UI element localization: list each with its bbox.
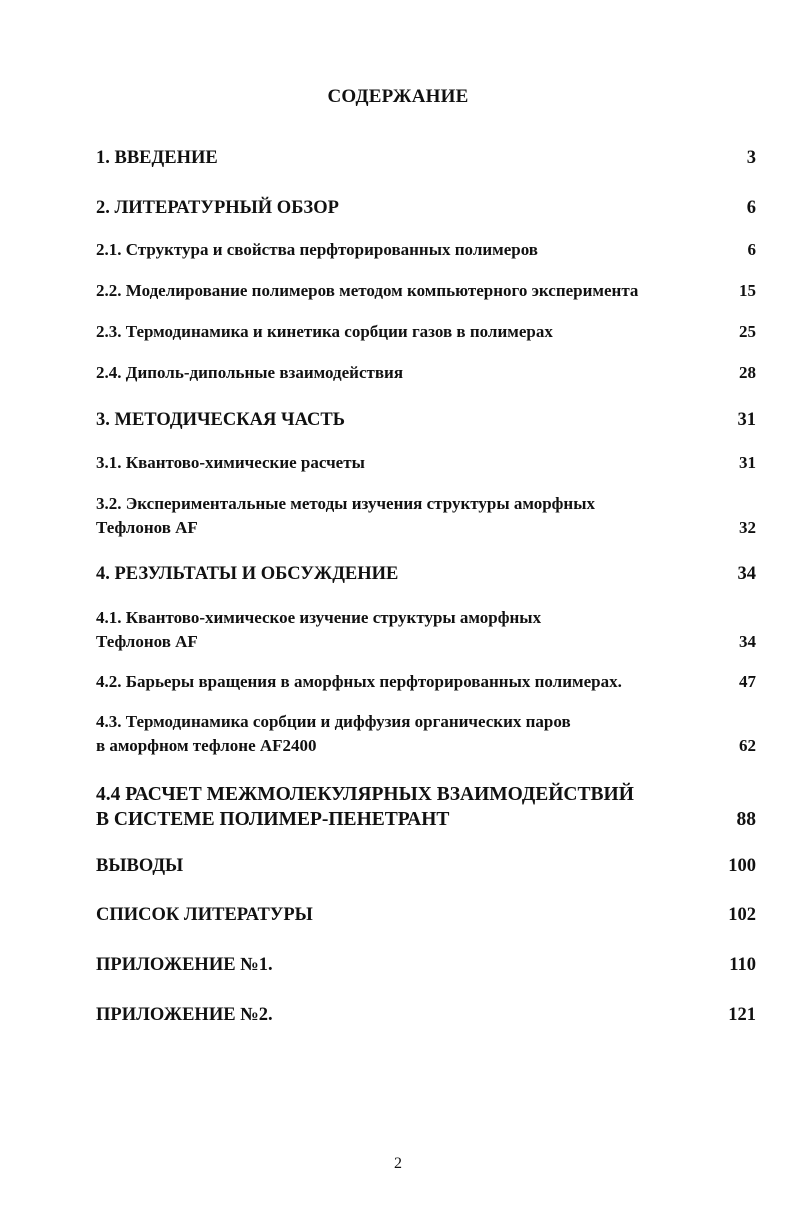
toc-entry-label: 2.1. Структура и свойства перфторированных полимеров [96, 240, 538, 259]
toc-entry-4-1[interactable] [96, 606, 756, 654]
toc-entry-label-line1: 4.3. Термодинамика сорбции и диффузия органических паров [96, 712, 571, 731]
toc-entry-2-3[interactable] [96, 320, 756, 344]
toc-entry-conclusions[interactable] [96, 856, 756, 877]
toc-entry-4-2[interactable] [96, 670, 756, 694]
toc-entry-label: 4. РЕЗУЛЬТАТЫ И ОБСУЖДЕНИЕ [96, 564, 399, 584]
toc-entry-label-block [96, 710, 571, 758]
toc-entry-page: 6 [747, 240, 756, 259]
toc-entry-4-3[interactable] [96, 710, 756, 758]
toc-entry-label: 3.1. Квантово-химические расчеты [96, 453, 365, 472]
toc-entry-results[interactable] [96, 564, 756, 585]
toc-entry-page: 121 [728, 1005, 756, 1025]
toc-entry-label: ВЫВОДЫ [96, 856, 184, 876]
toc-entry-3-1[interactable] [96, 451, 756, 475]
page-number: 2 [394, 1155, 402, 1172]
toc-entry-label: ПРИЛОЖЕНИЕ №2. [96, 1005, 273, 1025]
toc-entry-page: 110 [729, 955, 756, 975]
toc-entry-page: 100 [728, 856, 756, 876]
toc-entry-page: 31 [737, 410, 756, 430]
toc-entry-label: 2.2. Моделирование полимеров методом компьютерного эксперимента [96, 281, 639, 300]
toc-entry-label-block [96, 492, 595, 540]
toc-entry-label-block [96, 782, 634, 832]
toc-entry-references[interactable] [96, 905, 756, 926]
toc-entry-page: 25 [739, 322, 756, 341]
toc-entry-page: 6 [746, 198, 756, 218]
page-title: СОДЕРЖАНИЕ [327, 86, 469, 107]
toc-entry-page: 47 [739, 672, 756, 691]
toc-entry-label-line2: В СИСТЕМЕ ПОЛИМЕР-ПЕНЕТРАНТ [96, 809, 450, 830]
toc-entry-appendix-1[interactable] [96, 955, 756, 976]
toc-entry-page: 34 [737, 564, 756, 584]
toc-entry-literature-review[interactable] [96, 198, 756, 219]
toc-entry-page: 34 [739, 632, 756, 651]
toc-entry-2-4[interactable] [96, 361, 756, 385]
toc-entry-label: СПИСОК ЛИТЕРАТУРЫ [96, 905, 313, 925]
toc-entry-label: 2.3. Термодинамика и кинетика сорбции газов в полимерах [96, 322, 553, 341]
toc-entry-introduction[interactable] [96, 148, 756, 169]
toc-entry-label-line1: 4.1. Квантово-химическое изучение структуры аморфных [96, 608, 542, 627]
toc-entry-page: 28 [739, 363, 756, 382]
toc-entry-page: 15 [739, 281, 756, 300]
toc-entry-label: 1. ВВЕДЕНИЕ [96, 148, 218, 168]
toc-entry-label: 3. МЕТОДИЧЕСКАЯ ЧАСТЬ [96, 410, 345, 430]
toc-entry-label-line2: Тефлонов AF [96, 518, 198, 537]
toc-entry-page: 62 [739, 736, 756, 755]
toc-entry-label: 2. ЛИТЕРАТУРНЫЙ ОБЗОР [96, 198, 339, 218]
toc-entry-label-line1: 4.4 РАСЧЕТ МЕЖМОЛЕКУЛЯРНЫХ ВЗАИМОДЕЙСТВИЙ [96, 784, 634, 805]
toc-entry-methods[interactable] [96, 410, 756, 431]
toc-entry-3-2[interactable] [96, 492, 756, 540]
toc-entry-4-4[interactable] [96, 782, 756, 832]
toc-entry-page: 32 [739, 518, 756, 537]
toc-entry-2-1[interactable] [96, 238, 756, 262]
toc-entry-label: 4.2. Барьеры вращения в аморфных перфторированных полимерах. [96, 672, 622, 691]
toc-entry-label-line2: в аморфном тефлоне AF2400 [96, 736, 317, 755]
toc-entry-label: ПРИЛОЖЕНИЕ №1. [96, 955, 273, 975]
toc-entry-label-line1: 3.2. Экспериментальные методы изучения структуры аморфных [96, 494, 596, 513]
toc-entry-label-line2: Тефлонов AF [96, 632, 198, 651]
toc-entry-page: 31 [739, 453, 756, 472]
toc-entry-page: 3 [746, 148, 756, 168]
toc-entry-page: 102 [728, 905, 756, 925]
toc-entry-2-2[interactable] [96, 279, 756, 303]
toc-entry-label: 2.4. Диполь-дипольные взаимодействия [96, 363, 404, 382]
toc-entry-page: 88 [736, 809, 756, 830]
toc-entry-label-block [96, 606, 541, 654]
toc-entry-appendix-2[interactable] [96, 1005, 756, 1026]
